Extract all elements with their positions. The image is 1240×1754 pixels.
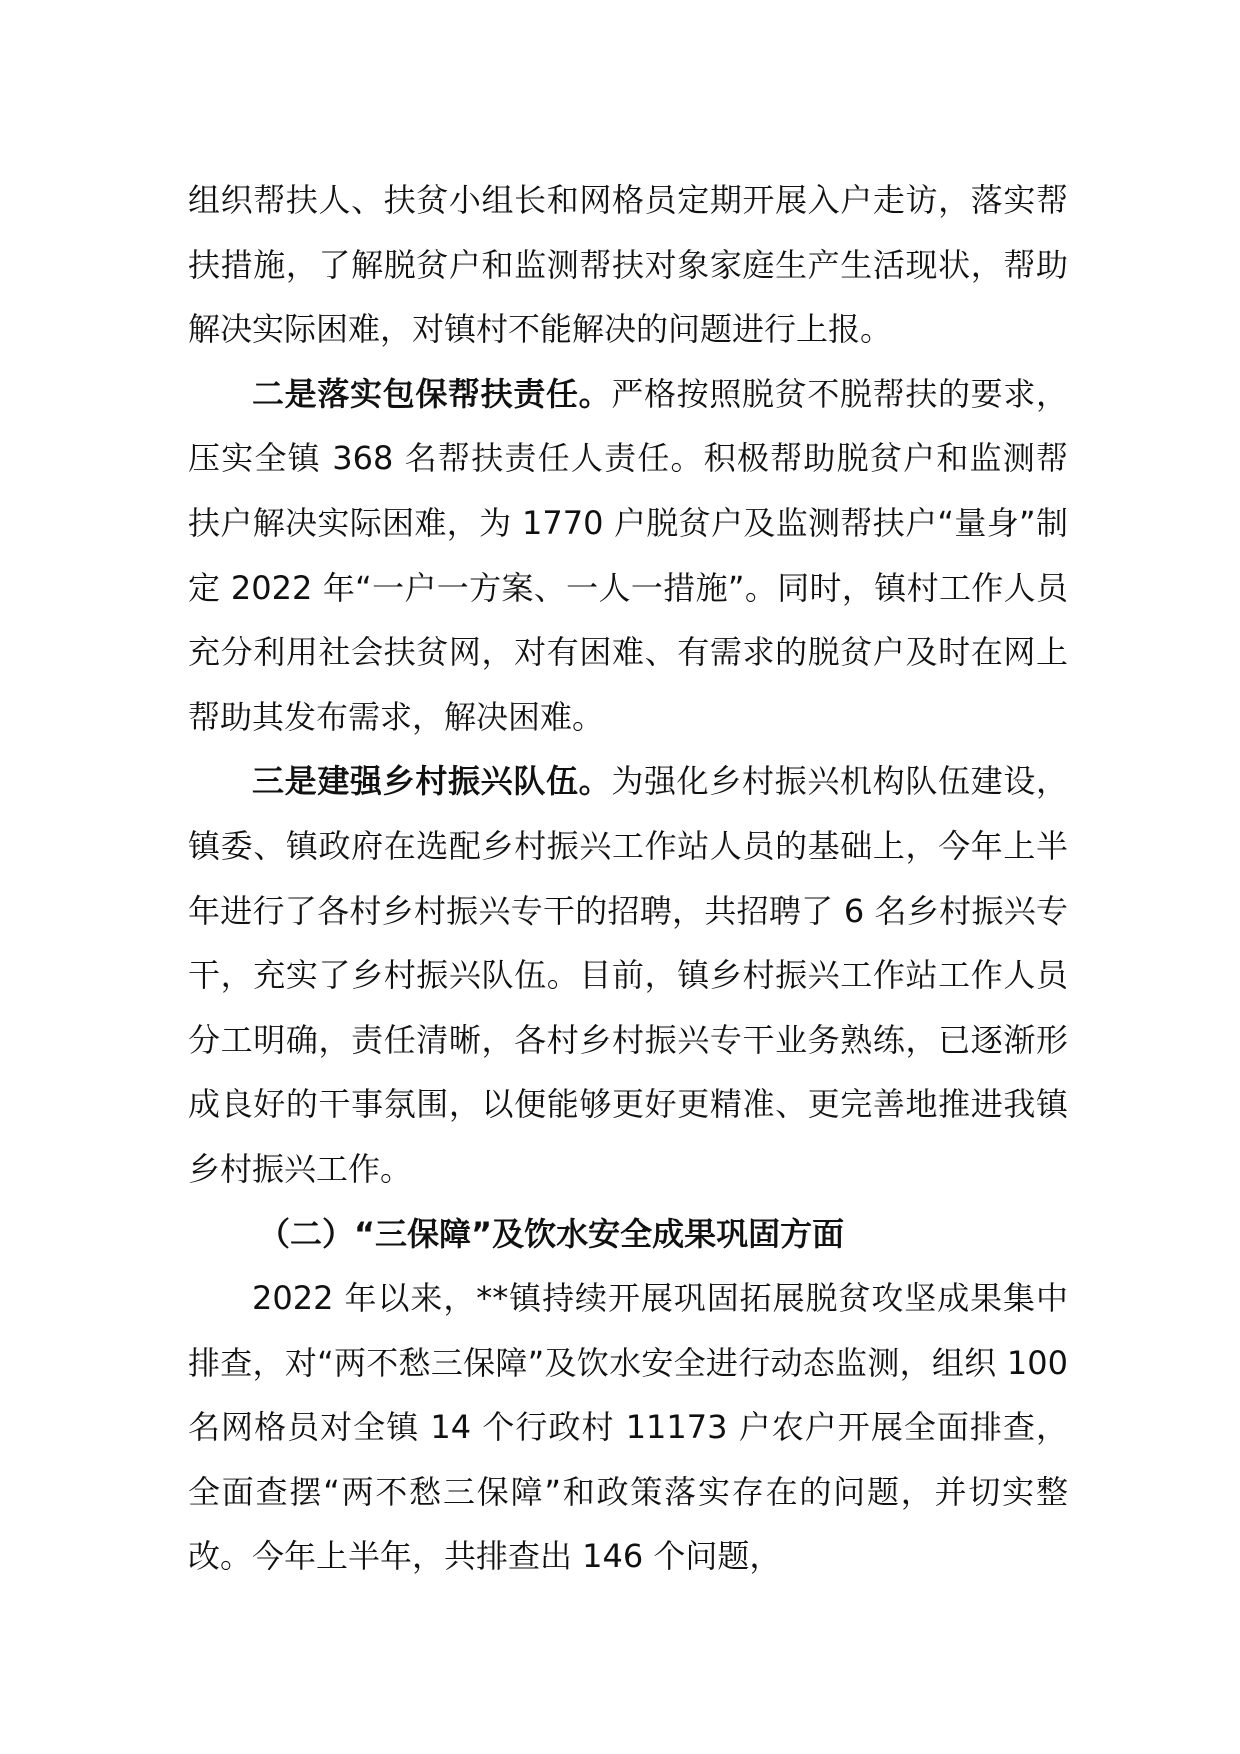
- section-heading: （二）“三保障”及饮水安全成果巩固方面: [258, 1214, 845, 1253]
- paragraph-responsibility-lead: 二是落实包保帮扶责任。: [252, 374, 612, 413]
- paragraph-visits-text: 组织帮扶人、扶贫小组长和网格员定期开展入户走访，落实帮扶措施，了解脱贫户和监测帮扶对象家庭生产生活现状，帮助解决实际困难，对镇村不能解决的问题进行上报。: [188, 181, 1068, 349]
- paragraph-inspection: 2022 年以来，**镇持续开展巩固拓展脱贫攻坚成果集中排查，对“两不愁三保障”及饮水安全进行动态监测，组织 100 名网格员对全镇 14 个行政村 11173 户农户开展全面排查，全面查摆“两不愁三保障”和政策落实存在的问题，并切实整改。今年上半年，共排查出 146 个问题，: [188, 1279, 1068, 1576]
- paragraph-responsibility-text: 严格按照脱贫不脱帮扶的要求，压实全镇 368 名帮扶责任人责任。积极帮助脱贫户和监测帮扶户解决实际困难，为 1770 户脱贫户及监测帮扶户“量身”制定 2022 年“一户一方案、一人一措施”。同时，镇村工作人员充分利用社会扶贫网，对有困难、有需求的脱贫户及时在网上帮助其发布需求，解决困难。: [188, 374, 1068, 736]
- paragraph-team-text: 为强化乡村振兴机构队伍建设，镇委、镇政府在选配乡村振兴工作站人员的基础上，今年上半年进行了各村乡村振兴专干的招聘，共招聘了 6 名乡村振兴专干，充实了乡村振兴队伍。目前，镇乡村振兴工作站工作人员分工明确，责任清晰，各村乡村振兴专干业务熟练，已逐渐形成良好的干事氛围，以便能够更好更精准、更完善地推进我镇乡村振兴工作。: [188, 762, 1068, 1188]
- paragraph-responsibility: [188, 362, 1068, 750]
- paragraph-team-lead: 三是建强乡村振兴队伍。: [252, 762, 612, 801]
- paragraph-visits: [188, 168, 1068, 362]
- document-body: [188, 168, 1068, 1589]
- paragraph-team: [188, 749, 1068, 1201]
